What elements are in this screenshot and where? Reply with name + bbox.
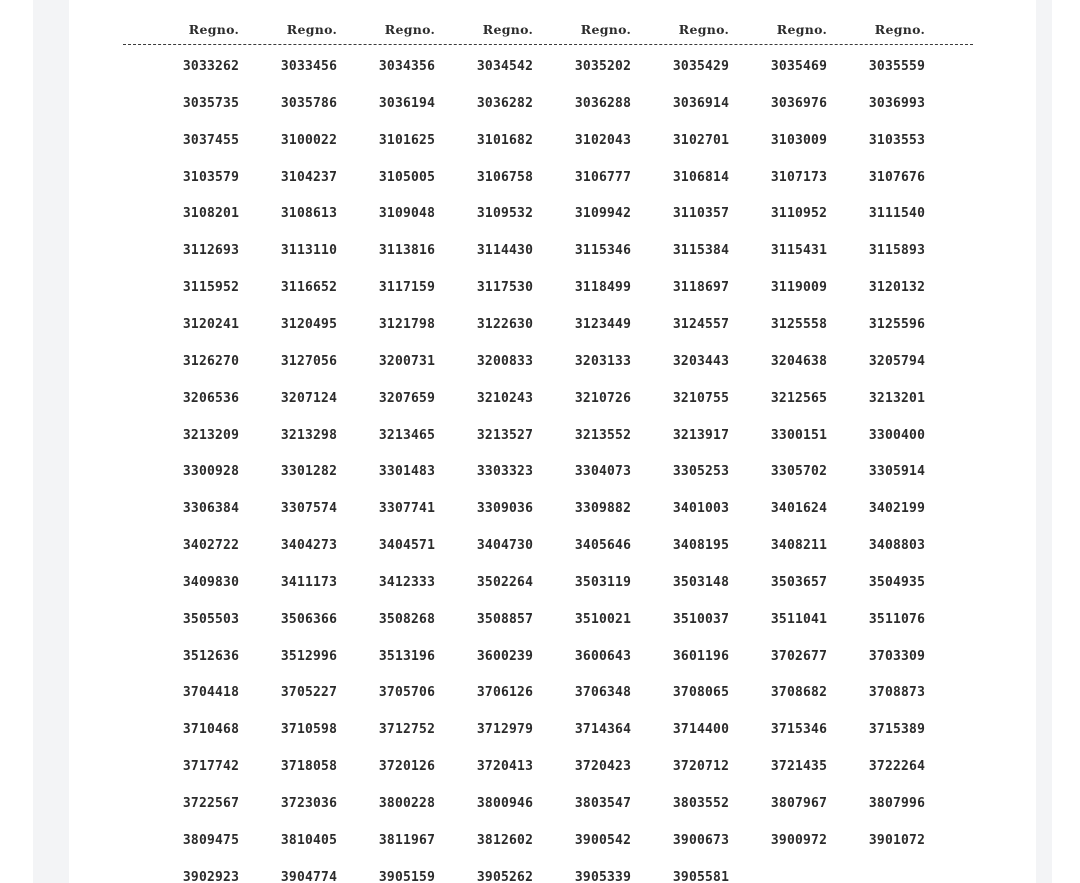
table-row bbox=[69, 538, 1036, 558]
regno-cell: 3305914 bbox=[868, 464, 926, 480]
regno-cell: 3600643 bbox=[574, 648, 632, 664]
regno-cell: 3125558 bbox=[770, 316, 828, 332]
regno-cell: 3301282 bbox=[280, 464, 338, 480]
regno-cell: 3109048 bbox=[378, 206, 436, 222]
viewer-background-right bbox=[1036, 0, 1052, 883]
regno-cell: 3117159 bbox=[378, 280, 436, 296]
column-header: Regno. bbox=[678, 22, 730, 37]
regno-cell: 3812602 bbox=[476, 832, 534, 848]
regno-cell: 3712752 bbox=[378, 722, 436, 738]
regno-cell: 3111540 bbox=[868, 206, 926, 222]
regno-cell: 3702677 bbox=[770, 648, 828, 664]
regno-cell: 3104237 bbox=[280, 169, 338, 185]
regno-cell: 3200833 bbox=[476, 353, 534, 369]
regno-cell: 3503657 bbox=[770, 574, 828, 590]
regno-cell: 3708682 bbox=[770, 685, 828, 701]
regno-cell: 3200731 bbox=[378, 353, 436, 369]
regno-cell: 3900673 bbox=[672, 832, 730, 848]
table-row bbox=[69, 428, 1036, 448]
table-row bbox=[69, 722, 1036, 742]
regno-cell: 3706348 bbox=[574, 685, 632, 701]
regno-cell: 3511076 bbox=[868, 611, 926, 627]
regno-cell: 3035735 bbox=[182, 95, 240, 111]
table-row bbox=[69, 133, 1036, 153]
table-row bbox=[69, 870, 1036, 883]
regno-cell: 3304073 bbox=[574, 464, 632, 480]
regno-cell: 3109532 bbox=[476, 206, 534, 222]
regno-cell: 3408195 bbox=[672, 538, 730, 554]
regno-cell: 3408211 bbox=[770, 538, 828, 554]
regno-cell: 3721435 bbox=[770, 759, 828, 775]
table-row bbox=[69, 501, 1036, 521]
regno-cell: 3114430 bbox=[476, 243, 534, 259]
regno-cell: 3103579 bbox=[182, 169, 240, 185]
regno-cell: 3722567 bbox=[182, 796, 240, 811]
regno-cell: 3125596 bbox=[868, 316, 926, 332]
regno-cell: 3512996 bbox=[280, 648, 338, 664]
regno-cell: 3213201 bbox=[868, 390, 926, 406]
regno-cell: 3108201 bbox=[182, 206, 240, 222]
regno-cell: 3300400 bbox=[868, 427, 926, 443]
regno-cell: 3710468 bbox=[182, 722, 240, 738]
regno-cell: 3115952 bbox=[182, 280, 240, 296]
regno-cell: 3905339 bbox=[574, 869, 632, 883]
regno-cell: 3800228 bbox=[378, 796, 436, 811]
regno-cell: 3107173 bbox=[770, 169, 828, 185]
table-row bbox=[69, 96, 1036, 116]
regno-cell: 3508268 bbox=[378, 611, 436, 627]
regno-cell: 3708065 bbox=[672, 685, 730, 701]
regno-cell: 3505503 bbox=[182, 611, 240, 627]
regno-cell: 3307741 bbox=[378, 501, 436, 517]
regno-cell: 3127056 bbox=[280, 353, 338, 369]
regno-cell: 3213917 bbox=[672, 427, 730, 443]
regno-cell: 3116652 bbox=[280, 280, 338, 296]
regno-cell: 3210755 bbox=[672, 390, 730, 406]
regno-cell: 3106814 bbox=[672, 169, 730, 185]
regno-cell: 3404571 bbox=[378, 538, 436, 554]
regno-cell: 3206536 bbox=[182, 390, 240, 406]
regno-cell: 3722264 bbox=[868, 759, 926, 775]
regno-cell: 3204638 bbox=[770, 353, 828, 369]
regno-cell: 3723036 bbox=[280, 796, 338, 811]
regno-cell: 3213552 bbox=[574, 427, 632, 443]
regno-cell: 3101625 bbox=[378, 132, 436, 148]
table-row bbox=[69, 170, 1036, 190]
regno-cell: 3203133 bbox=[574, 353, 632, 369]
regno-cell: 3506366 bbox=[280, 611, 338, 627]
regno-cell: 3600239 bbox=[476, 648, 534, 664]
regno-cell: 3811967 bbox=[378, 832, 436, 848]
regno-cell: 3107676 bbox=[868, 169, 926, 185]
regno-cell: 3904774 bbox=[280, 869, 338, 883]
regno-cell: 3103553 bbox=[868, 132, 926, 148]
regno-cell: 3305702 bbox=[770, 464, 828, 480]
regno-cell: 3108613 bbox=[280, 206, 338, 222]
regno-cell: 3120241 bbox=[182, 316, 240, 332]
table-row bbox=[69, 464, 1036, 484]
column-header: Regno. bbox=[188, 22, 240, 37]
regno-cell: 3036993 bbox=[868, 95, 926, 111]
table-row bbox=[69, 59, 1036, 79]
regno-cell: 3106777 bbox=[574, 169, 632, 185]
regno-cell: 3109942 bbox=[574, 206, 632, 222]
regno-cell: 3113816 bbox=[378, 243, 436, 259]
regno-cell: 3306384 bbox=[182, 501, 240, 517]
column-header: Regno. bbox=[874, 22, 926, 37]
regno-cell: 3710598 bbox=[280, 722, 338, 738]
viewer-background-left bbox=[33, 0, 69, 883]
regno-cell: 3035559 bbox=[868, 59, 926, 74]
regno-cell: 3115346 bbox=[574, 243, 632, 259]
regno-cell: 3513196 bbox=[378, 648, 436, 664]
regno-cell: 3203443 bbox=[672, 353, 730, 369]
regno-cell: 3404273 bbox=[280, 538, 338, 554]
regno-cell: 3715389 bbox=[868, 722, 926, 738]
table-row bbox=[69, 206, 1036, 226]
regno-cell: 3036976 bbox=[770, 95, 828, 111]
regno-cell: 3307574 bbox=[280, 501, 338, 517]
regno-cell: 3708873 bbox=[868, 685, 926, 701]
regno-cell: 3102043 bbox=[574, 132, 632, 148]
regno-cell: 3036914 bbox=[672, 95, 730, 111]
regno-cell: 3807996 bbox=[868, 796, 926, 811]
regno-cell: 3123449 bbox=[574, 316, 632, 332]
regno-cell: 3300151 bbox=[770, 427, 828, 443]
regno-cell: 3704418 bbox=[182, 685, 240, 701]
regno-cell: 3810405 bbox=[280, 832, 338, 848]
regno-cell: 3803552 bbox=[672, 796, 730, 811]
table-row bbox=[69, 833, 1036, 853]
table-row bbox=[69, 575, 1036, 595]
regno-cell: 3905262 bbox=[476, 869, 534, 883]
column-header: Regno. bbox=[384, 22, 436, 37]
regno-cell: 3213209 bbox=[182, 427, 240, 443]
regno-cell: 3706126 bbox=[476, 685, 534, 701]
table-row bbox=[69, 612, 1036, 632]
regno-cell: 3508857 bbox=[476, 611, 534, 627]
column-header: Regno. bbox=[580, 22, 632, 37]
regno-cell: 3905581 bbox=[672, 869, 730, 883]
regno-cell: 3905159 bbox=[378, 869, 436, 883]
table-row bbox=[69, 280, 1036, 300]
column-header: Regno. bbox=[286, 22, 338, 37]
regno-cell: 3309882 bbox=[574, 501, 632, 517]
regno-cell: 3118499 bbox=[574, 280, 632, 296]
regno-cell: 3035429 bbox=[672, 59, 730, 74]
regno-cell: 3409830 bbox=[182, 574, 240, 590]
regno-cell: 3303323 bbox=[476, 464, 534, 480]
regno-cell: 3102701 bbox=[672, 132, 730, 148]
regno-cell: 3720712 bbox=[672, 759, 730, 775]
regno-cell: 3034542 bbox=[476, 59, 534, 74]
regno-cell: 3118697 bbox=[672, 280, 730, 296]
regno-cell: 3800946 bbox=[476, 796, 534, 811]
registration-number-table bbox=[69, 2, 1036, 883]
regno-cell: 3712979 bbox=[476, 722, 534, 738]
regno-cell: 3110952 bbox=[770, 206, 828, 222]
regno-cell: 3212565 bbox=[770, 390, 828, 406]
regno-cell: 3113110 bbox=[280, 243, 338, 259]
table-row bbox=[69, 354, 1036, 374]
regno-cell: 3411173 bbox=[280, 574, 338, 590]
regno-cell: 3124557 bbox=[672, 316, 730, 332]
regno-cell: 3809475 bbox=[182, 832, 240, 848]
regno-cell: 3902923 bbox=[182, 869, 240, 883]
table-row bbox=[69, 796, 1036, 816]
regno-cell: 3511041 bbox=[770, 611, 828, 627]
regno-cell: 3117530 bbox=[476, 280, 534, 296]
regno-cell: 3115893 bbox=[868, 243, 926, 259]
regno-cell: 3305253 bbox=[672, 464, 730, 480]
column-header: Regno. bbox=[776, 22, 828, 37]
regno-cell: 3100022 bbox=[280, 132, 338, 148]
regno-cell: 3715346 bbox=[770, 722, 828, 738]
regno-cell: 3510037 bbox=[672, 611, 730, 627]
regno-cell: 3106758 bbox=[476, 169, 534, 185]
regno-cell: 3119009 bbox=[770, 280, 828, 296]
regno-cell: 3103009 bbox=[770, 132, 828, 148]
document-page bbox=[69, 2, 1036, 883]
table-row bbox=[69, 685, 1036, 705]
table-row bbox=[69, 317, 1036, 337]
regno-cell: 3900972 bbox=[770, 832, 828, 848]
regno-cell: 3300928 bbox=[182, 464, 240, 480]
regno-cell: 3121798 bbox=[378, 316, 436, 332]
regno-cell: 3900542 bbox=[574, 832, 632, 848]
regno-cell: 3803547 bbox=[574, 796, 632, 811]
regno-cell: 3213465 bbox=[378, 427, 436, 443]
regno-cell: 3036288 bbox=[574, 95, 632, 111]
regno-cell: 3720423 bbox=[574, 759, 632, 775]
regno-cell: 3035202 bbox=[574, 59, 632, 74]
regno-cell: 3401624 bbox=[770, 501, 828, 517]
regno-cell: 3034356 bbox=[378, 59, 436, 74]
regno-cell: 3901072 bbox=[868, 832, 926, 848]
table-row bbox=[69, 391, 1036, 411]
regno-cell: 3402722 bbox=[182, 538, 240, 554]
table-header-row bbox=[69, 22, 1036, 42]
header-dashed-rule bbox=[123, 44, 973, 45]
regno-cell: 3309036 bbox=[476, 501, 534, 517]
regno-cell: 3412333 bbox=[378, 574, 436, 590]
regno-cell: 3503119 bbox=[574, 574, 632, 590]
regno-cell: 3720413 bbox=[476, 759, 534, 775]
regno-cell: 3105005 bbox=[378, 169, 436, 185]
regno-cell: 3210243 bbox=[476, 390, 534, 406]
regno-cell: 3112693 bbox=[182, 243, 240, 259]
regno-cell: 3126270 bbox=[182, 353, 240, 369]
regno-cell: 3405646 bbox=[574, 538, 632, 554]
regno-cell: 3110357 bbox=[672, 206, 730, 222]
regno-cell: 3033456 bbox=[280, 59, 338, 74]
regno-cell: 3035469 bbox=[770, 59, 828, 74]
regno-cell: 3210726 bbox=[574, 390, 632, 406]
regno-cell: 3408803 bbox=[868, 538, 926, 554]
regno-cell: 3504935 bbox=[868, 574, 926, 590]
regno-cell: 3807967 bbox=[770, 796, 828, 811]
table-row bbox=[69, 759, 1036, 779]
regno-cell: 3036194 bbox=[378, 95, 436, 111]
regno-cell: 3120495 bbox=[280, 316, 338, 332]
regno-cell: 3037455 bbox=[182, 132, 240, 148]
regno-cell: 3101682 bbox=[476, 132, 534, 148]
regno-cell: 3601196 bbox=[672, 648, 730, 664]
regno-cell: 3207659 bbox=[378, 390, 436, 406]
regno-cell: 3213298 bbox=[280, 427, 338, 443]
regno-cell: 3718058 bbox=[280, 759, 338, 775]
regno-cell: 3301483 bbox=[378, 464, 436, 480]
regno-cell: 3510021 bbox=[574, 611, 632, 627]
regno-cell: 3503148 bbox=[672, 574, 730, 590]
regno-cell: 3205794 bbox=[868, 353, 926, 369]
regno-cell: 3404730 bbox=[476, 538, 534, 554]
table-row bbox=[69, 649, 1036, 669]
table-row bbox=[69, 243, 1036, 263]
regno-cell: 3705227 bbox=[280, 685, 338, 701]
regno-cell: 3714400 bbox=[672, 722, 730, 738]
regno-cell: 3033262 bbox=[182, 59, 240, 74]
column-header: Regno. bbox=[482, 22, 534, 37]
regno-cell: 3036282 bbox=[476, 95, 534, 111]
regno-cell: 3720126 bbox=[378, 759, 436, 775]
regno-cell: 3207124 bbox=[280, 390, 338, 406]
regno-cell: 3705706 bbox=[378, 685, 436, 701]
regno-cell: 3213527 bbox=[476, 427, 534, 443]
regno-cell: 3122630 bbox=[476, 316, 534, 332]
regno-cell: 3703309 bbox=[868, 648, 926, 664]
regno-cell: 3717742 bbox=[182, 759, 240, 775]
regno-cell: 3115384 bbox=[672, 243, 730, 259]
regno-cell: 3402199 bbox=[868, 501, 926, 517]
regno-cell: 3035786 bbox=[280, 95, 338, 111]
regno-cell: 3502264 bbox=[476, 574, 534, 590]
regno-cell: 3512636 bbox=[182, 648, 240, 664]
regno-cell: 3714364 bbox=[574, 722, 632, 738]
regno-cell: 3115431 bbox=[770, 243, 828, 259]
regno-cell: 3401003 bbox=[672, 501, 730, 517]
regno-cell: 3120132 bbox=[868, 280, 926, 296]
